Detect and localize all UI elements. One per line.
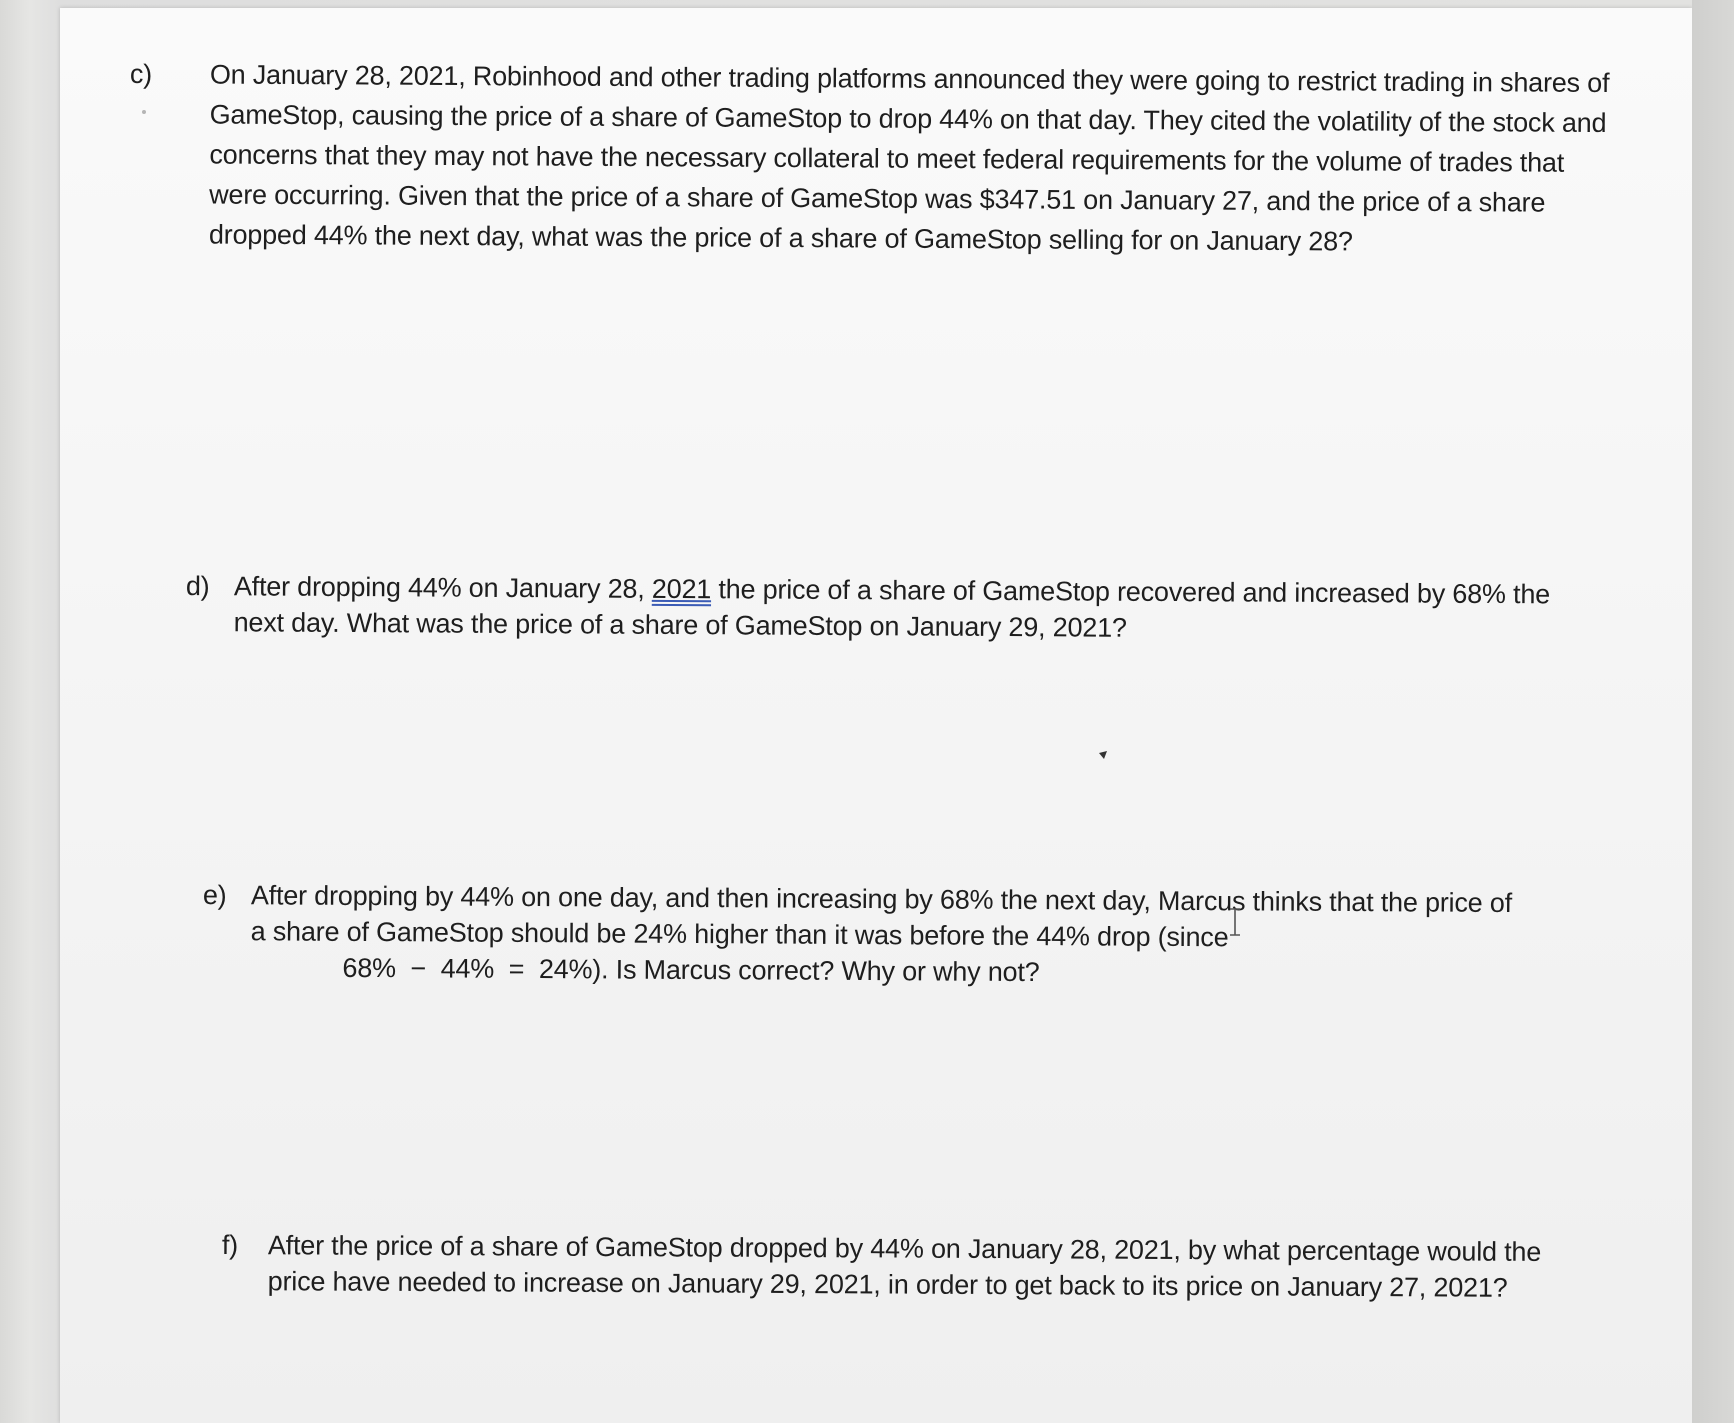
question-d-underlined-year: 2021 [651,573,712,605]
question-e-body: After dropping by 44% on one day, and then increasing by 68% the next day, Marcus thinks that the price of a share of GameStop should be 24% higher than it was before the 44% drop (since [250,880,1513,953]
question-f-label: f) [221,1230,239,1261]
question-e [202,877,1533,993]
question-f [222,1227,1552,1306]
question-d-label: d) [185,570,210,602]
question-d-text-after: the price of a share of GameStop recovered and increased by 68% the next day. What was the price of a share of GameStop on January 29, 2021? [233,574,1551,643]
question-c-text: On January 28, 2021, Robinhood and other trading platforms announced they were going to restrict trading in shares of GameStop, causing the price of a share of GameStop to drop 44% on that day. They cited the volatility of the stock and concerns that they may not have the necessary collateral to meet federal requirements for the volume of trades that were occurring. Given that the price of a share of GameStop was $347.51 on January 27, and the price of a share dropped 44% the next day, what was the price of a share of GameStop selling for on January 28? [208,59,1610,257]
question-d-text-before: After dropping 44% on January 28, [233,571,652,604]
question-c [129,54,1610,263]
question-d [186,568,1586,649]
mouse-pointer-icon [1098,750,1108,760]
question-c-label: c) [129,58,153,90]
question-d-text [234,568,1586,648]
question-e-equation: 68% − 44% = 24%). Is Marcus correct? Why or why not? [342,952,1040,988]
question-e-label: e) [202,879,227,911]
question-f-text: After the price of a share of GameStop dropped by 44% on January 28, 2021, by what percentage would the price have needed to increase on January 29, 2021, in order to get back to its price on January 27, 2021? [267,1230,1542,1303]
text-cursor-icon [1228,908,1242,936]
right-gutter [1692,0,1734,1423]
question-e-text [250,877,1533,993]
